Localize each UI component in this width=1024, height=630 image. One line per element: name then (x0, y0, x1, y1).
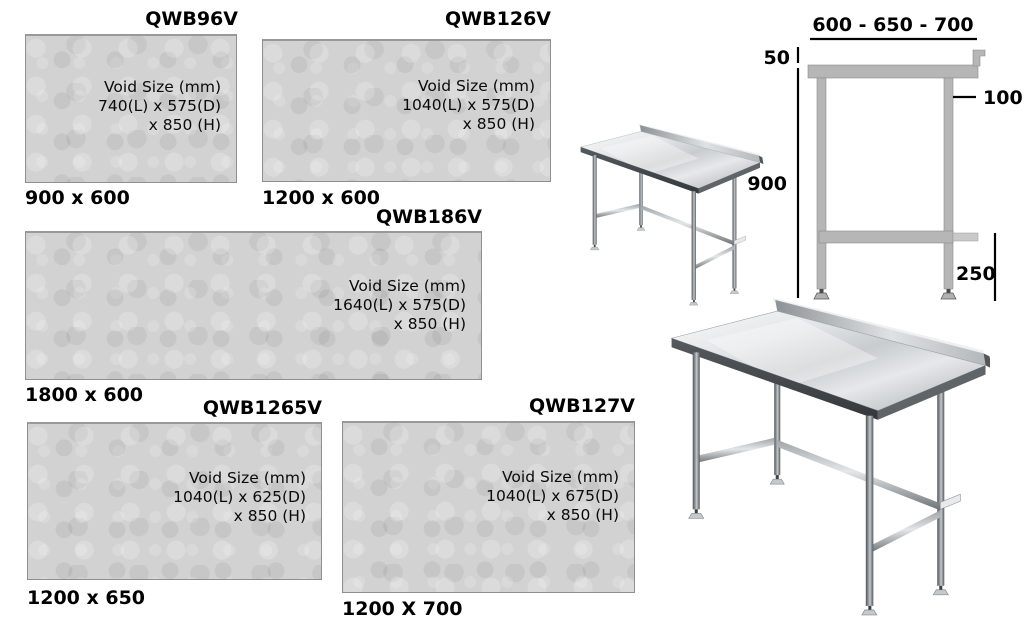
workbench-photo-large (645, 298, 990, 620)
table-right-rail (869, 510, 940, 553)
dim-top-width-label: 600 - 650 - 700 (812, 14, 974, 36)
product-model-title: QWB1265V (202, 397, 322, 419)
void-line: x 850 (H) (233, 507, 306, 525)
footprint-caption: 1200 x 650 (27, 587, 146, 609)
void-size-text (402, 77, 550, 134)
diagram-left-leg (817, 78, 826, 289)
diagram-tabletop (808, 65, 978, 78)
void-line: Void Size (mm) (349, 276, 466, 295)
diagram-rail-extension (953, 233, 978, 241)
steel-table-graphic (672, 298, 990, 615)
table-back-rail (777, 440, 940, 510)
dim-undershelf-label: 250 (956, 263, 996, 285)
void-size-text (333, 277, 481, 334)
void-line: 1040(L) x 575(D) (402, 95, 535, 114)
dim-leg-label: 100 (983, 87, 1023, 109)
void-line: Void Size (mm) (502, 468, 619, 486)
table-left-rail (696, 438, 774, 463)
void-line: Void Size (mm) (189, 469, 306, 487)
footprint-caption: 1200 x 600 (262, 187, 381, 209)
void-line: x 850 (H) (462, 114, 535, 133)
footprint-swatch (27, 422, 322, 580)
dim-upstand-label: 50 (763, 47, 790, 69)
diagram-right-leg (944, 78, 953, 289)
footprint-caption: 1800 x 600 (25, 384, 144, 406)
void-line: x 850 (H) (393, 314, 466, 333)
void-size-text (98, 78, 236, 135)
footprint-caption: 1200 X 700 (342, 598, 463, 620)
table-front-right-leg (866, 416, 874, 606)
footprint-swatch (25, 34, 237, 183)
footprint-swatch (342, 421, 635, 593)
workbench-photo-small (560, 124, 768, 308)
void-line: Void Size (mm) (418, 76, 535, 95)
void-line: x 850 (H) (546, 506, 619, 524)
void-line: 740(L) x 575(D) (98, 96, 221, 115)
footprint-caption: 900 x 600 (25, 187, 130, 209)
void-line: 1040(L) x 625(D) (173, 488, 306, 506)
void-line: 1040(L) x 675(D) (486, 487, 619, 505)
void-size-text (486, 468, 634, 525)
footprint-swatch (262, 39, 551, 182)
product-model-title: QWB96V (145, 8, 238, 30)
void-size-text (173, 469, 321, 526)
dimension-diagram (740, 0, 1024, 312)
dim-height-label: 900 (747, 173, 787, 195)
footprint-swatch (25, 231, 482, 380)
product-model-title: QWB126V (445, 8, 551, 30)
product-model-title: QWB186V (376, 206, 482, 228)
void-line: Void Size (mm) (104, 77, 221, 96)
product-model-title: QWB127V (529, 395, 635, 417)
diagram-upstand (973, 50, 985, 66)
diagram-lower-rail (819, 231, 953, 243)
void-line: 1640(L) x 575(D) (333, 295, 466, 314)
void-line: x 850 (H) (148, 115, 221, 134)
table-back-right-leg (937, 374, 944, 585)
table-front-left-leg (693, 352, 700, 509)
